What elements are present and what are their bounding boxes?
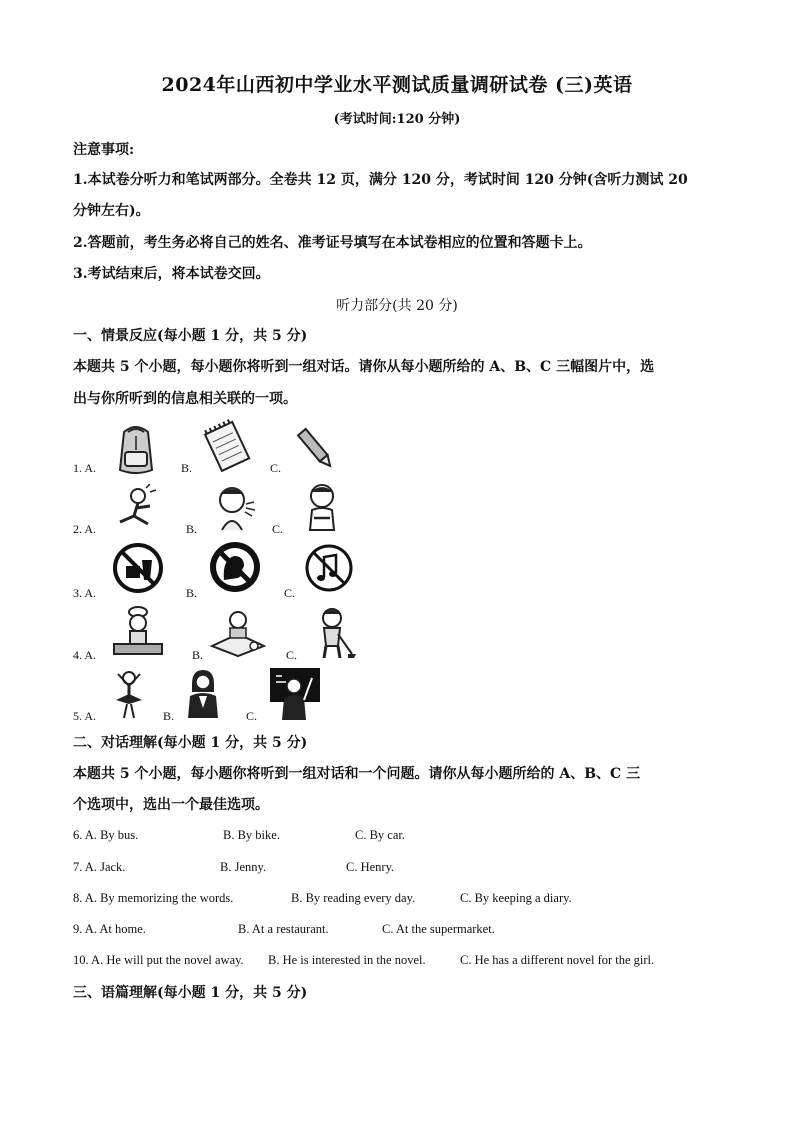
note-item-1-cont: 分钟左右)。 — [73, 203, 150, 219]
dancer-icon — [112, 670, 146, 720]
no-food-sign-icon — [112, 542, 164, 594]
q1-label: 1. A. — [73, 461, 97, 475]
q2-label: 2. A. — [73, 522, 97, 536]
q10-option-a: 10. A. He will put the novel away. — [73, 953, 244, 967]
stomachache-boy-icon — [300, 482, 344, 532]
q5-option-c: C. — [246, 709, 258, 723]
q1-option-b: B. — [181, 461, 193, 475]
q6-option-a: 6. A. By bus. — [73, 828, 139, 842]
q6-option-b: B. By bike. — [223, 828, 280, 842]
section3-heading: 三、语篇理解(每小题 1 分，共 5 分) — [73, 985, 308, 1001]
note-item-2: 2.答题前，考生务必将自己的姓名、准考证号填写在本试卷相应的位置和答题卡上。 — [73, 235, 592, 251]
q4-option-b: B. — [192, 648, 204, 662]
exam-duration: (考试时间:120 分钟) — [333, 112, 461, 127]
q3-option-c: C. — [284, 586, 296, 600]
q8-option-a: 8. A. By memorizing the words. — [73, 891, 234, 905]
q8-option-c: C. By keeping a diary. — [460, 891, 572, 905]
section2-heading: 二、对话理解(每小题 1 分，共 5 分) — [73, 735, 308, 751]
q3-option-b: B. — [186, 586, 198, 600]
q5-label: 5. A. — [73, 709, 97, 723]
section2-instructions: 本题共 5 个小题，每小题你将听到一组对话和一个问题。请你从每小题所给的 A、B、C 三 — [73, 766, 641, 782]
note-item-3: 3.考试结束后，将本试卷交回。 — [73, 266, 270, 282]
notepad-icon — [200, 418, 256, 474]
q7-option-c: C. Henry. — [346, 860, 395, 874]
q9-option-a: 9. A. At home. — [73, 922, 146, 936]
q9-option-c: C. At the supermarket. — [382, 922, 495, 936]
doctor-icon — [184, 668, 222, 720]
section1-heading: 一、情景反应(每小题 1 分，共 5 分) — [73, 328, 308, 344]
cooking-boy-icon — [110, 606, 164, 658]
section2-instructions-cont: 个选项中，选出一个最佳选项。 — [73, 797, 269, 813]
q10-option-b: B. He is interested in the novel. — [268, 953, 426, 967]
no-music-sign-icon — [304, 543, 354, 593]
q4-label: 4. A. — [73, 648, 97, 662]
pencil-icon — [294, 425, 338, 473]
listening-heading: 听力部分(共 20 分) — [336, 298, 458, 314]
page-title: 2024年山西初中学业水平测试质量调研试卷 (三)英语 — [161, 74, 633, 96]
q3-label: 3. A. — [73, 586, 97, 600]
no-talking-sign-icon — [208, 540, 262, 594]
q10-option-c: C. He has a different novel for the girl. — [460, 953, 655, 967]
section1-instructions-cont: 出与你所听到的信息相关联的一项。 — [73, 391, 297, 407]
backpack-icon — [108, 420, 164, 476]
q9-option-b: B. At a restaurant. — [238, 922, 329, 936]
q4-option-c: C. — [286, 648, 298, 662]
q1-option-c: C. — [270, 461, 282, 475]
notes-heading: 注意事项: — [73, 142, 135, 158]
teacher-icon — [268, 666, 322, 720]
q6-option-c: C. By car. — [355, 828, 405, 842]
washing-dishes-icon — [208, 606, 266, 658]
hurt-leg-boy-icon — [110, 484, 160, 530]
q2-option-b: B. — [186, 522, 198, 536]
q7-option-a: 7. A. Jack. — [73, 860, 126, 874]
q7-option-b: B. Jenny. — [220, 860, 267, 874]
sneezing-boy-icon — [208, 482, 258, 532]
sweeping-boy-icon — [312, 606, 358, 660]
q5-option-b: B. — [163, 709, 175, 723]
note-item-1: 1.本试卷分听力和笔试两部分。全卷共 12 页，满分 120 分，考试时间 120 分钟(含听力测试 20 — [73, 172, 688, 188]
q2-option-c: C. — [272, 522, 284, 536]
q8-option-b: B. By reading every day. — [291, 891, 416, 905]
section1-instructions: 本题共 5 个小题，每小题你将听到一组对话。请你从每小题所给的 A、B、C 三幅图片中，选 — [73, 359, 655, 375]
